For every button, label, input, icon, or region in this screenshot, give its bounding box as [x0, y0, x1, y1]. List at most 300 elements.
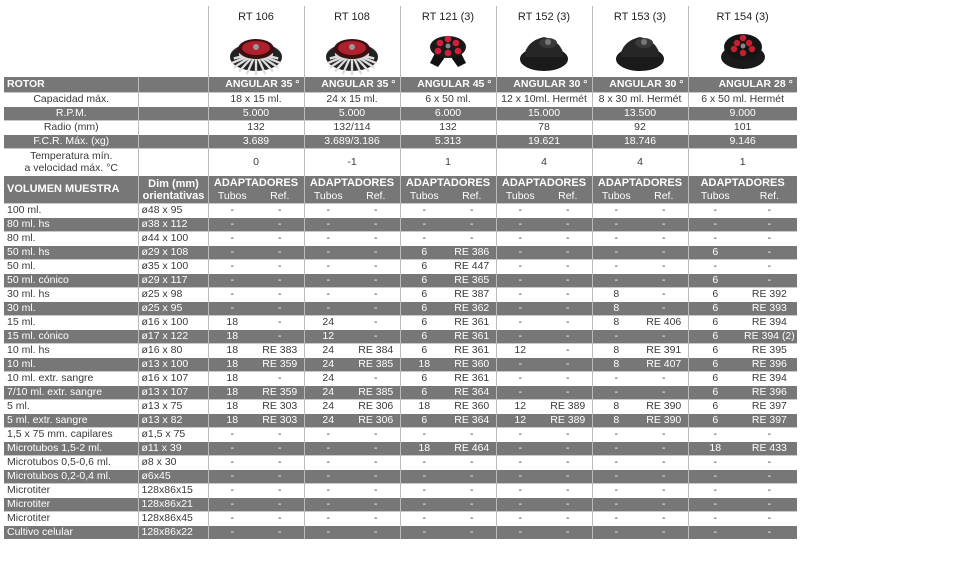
- tube-count: -: [208, 498, 256, 512]
- adapter-ref: RE 383: [256, 344, 304, 358]
- tube-count: -: [304, 526, 352, 540]
- adapter-ref: -: [352, 470, 400, 484]
- adapter-ref: RE 433: [742, 442, 797, 456]
- adapter-ref: RE 385: [352, 358, 400, 372]
- tube-count: 8: [592, 358, 640, 372]
- sample-dim: ø6x45: [138, 470, 208, 484]
- sample-dim: ø25 x 95: [138, 302, 208, 316]
- adapters-label: ADAPTADORES: [304, 176, 400, 191]
- spec-value: 132: [400, 121, 496, 135]
- adapter-ref: -: [256, 232, 304, 246]
- tube-count: -: [592, 274, 640, 288]
- tube-count: -: [304, 456, 352, 470]
- tube-count: -: [400, 498, 448, 512]
- table-row: [4, 246, 797, 260]
- tube-count: -: [592, 260, 640, 274]
- tube-count: -: [208, 526, 256, 540]
- adapter-ref: -: [352, 498, 400, 512]
- tube-count: -: [496, 470, 544, 484]
- adapter-ref: RE 359: [256, 386, 304, 400]
- spec-value: 6 x 50 ml. Hermét: [688, 93, 797, 107]
- tubes-label: Tubos: [592, 190, 640, 204]
- tube-count: 6: [688, 372, 742, 386]
- tube-count: 18: [400, 400, 448, 414]
- tube-count: 18: [688, 442, 742, 456]
- adapter-ref: -: [640, 232, 688, 246]
- adapter-ref: -: [640, 330, 688, 344]
- tube-count: -: [304, 218, 352, 232]
- sample-dim: 128x86x21: [138, 498, 208, 512]
- adapter-ref: -: [448, 218, 496, 232]
- tube-count: -: [496, 246, 544, 260]
- adapter-ref: -: [256, 428, 304, 442]
- adapter-ref: -: [640, 456, 688, 470]
- adapter-ref: -: [742, 260, 797, 274]
- adapter-ref: -: [640, 288, 688, 302]
- adapter-ref: -: [448, 470, 496, 484]
- model-cell: [208, 6, 304, 77]
- temp-label-line1: Temperatura mín.: [30, 150, 113, 162]
- rotor-comparison-table: [4, 6, 797, 539]
- adapter-ref: -: [640, 274, 688, 288]
- blank-cell: [138, 77, 208, 93]
- sample-label: 10 ml. hs: [4, 344, 138, 358]
- adapter-ref: -: [352, 512, 400, 526]
- sample-dim: ø25 x 98: [138, 288, 208, 302]
- adapter-ref: RE 397: [742, 414, 797, 428]
- tube-count: -: [688, 526, 742, 540]
- adapter-ref: -: [448, 428, 496, 442]
- adapter-ref: -: [544, 428, 592, 442]
- adapter-ref: -: [544, 484, 592, 498]
- sample-label: 30 ml. hs: [4, 288, 138, 302]
- adapter-ref: -: [640, 372, 688, 386]
- adapter-ref: -: [256, 470, 304, 484]
- tube-count: 6: [688, 274, 742, 288]
- model-name: RT 108: [334, 11, 370, 23]
- tube-count: 24: [304, 414, 352, 428]
- tube-count: 24: [304, 400, 352, 414]
- spec-value: 24 x 15 ml.: [304, 93, 400, 107]
- sample-dim: ø29 x 108: [138, 246, 208, 260]
- temp-value: 1: [400, 149, 496, 176]
- blank-cell: [138, 121, 208, 135]
- adapter-ref: RE 306: [352, 414, 400, 428]
- rotor-type: ANGULAR 30 °: [496, 77, 592, 93]
- table-row: [4, 484, 797, 498]
- model-cell: [400, 6, 496, 77]
- adapter-ref: -: [742, 512, 797, 526]
- tube-count: 6: [688, 358, 742, 372]
- adapter-ref: -: [640, 428, 688, 442]
- adapter-ref: RE 390: [640, 400, 688, 414]
- tube-count: -: [688, 218, 742, 232]
- tube-count: -: [496, 428, 544, 442]
- tube-count: -: [496, 456, 544, 470]
- tube-count: -: [208, 456, 256, 470]
- rotor-sealed-black-icon: [610, 27, 670, 75]
- adapter-ref: -: [544, 246, 592, 260]
- sample-dim: ø8 x 30: [138, 456, 208, 470]
- volume-sample-label: VOLUMEN MUESTRA: [4, 176, 138, 204]
- adapter-ref: -: [544, 316, 592, 330]
- tube-count: -: [592, 218, 640, 232]
- spec-value: 92: [592, 121, 688, 135]
- spec-value: 18.746: [592, 135, 688, 149]
- sample-label: 5 ml. extr. sangre: [4, 414, 138, 428]
- tube-count: -: [208, 512, 256, 526]
- adapter-ref: -: [256, 330, 304, 344]
- tube-count: 18: [208, 344, 256, 358]
- adapter-ref: -: [742, 274, 797, 288]
- spec-value: 9.146: [688, 135, 797, 149]
- adapter-ref: -: [544, 386, 592, 400]
- tube-count: -: [496, 232, 544, 246]
- adapter-ref: -: [742, 456, 797, 470]
- temp-row: [4, 149, 797, 176]
- tube-count: -: [208, 470, 256, 484]
- model-cell: [496, 6, 592, 77]
- tube-count: 6: [688, 246, 742, 260]
- tube-count: -: [688, 428, 742, 442]
- table-row: [4, 218, 797, 232]
- tube-count: 6: [400, 344, 448, 358]
- rotor-comparison-table-wrapper: [4, 6, 797, 539]
- rotor-type: ANGULAR 35 °: [208, 77, 304, 93]
- blank-cell: [138, 6, 208, 77]
- tube-count: 6: [400, 386, 448, 400]
- spec-row: [4, 93, 797, 107]
- tube-count: 8: [592, 316, 640, 330]
- tube-count: -: [688, 512, 742, 526]
- adapter-ref: RE 407: [640, 358, 688, 372]
- tube-count: -: [496, 358, 544, 372]
- table-row: [4, 372, 797, 386]
- adapter-ref: -: [544, 512, 592, 526]
- adapter-ref: RE 464: [448, 442, 496, 456]
- tube-count: -: [208, 246, 256, 260]
- rotor-type: ANGULAR 28 °: [688, 77, 797, 93]
- tube-count: -: [304, 302, 352, 316]
- tube-count: 24: [304, 386, 352, 400]
- adapter-ref: RE 386: [448, 246, 496, 260]
- adapter-ref: -: [742, 232, 797, 246]
- tube-count: -: [496, 498, 544, 512]
- tube-count: -: [592, 204, 640, 218]
- tube-count: 6: [400, 414, 448, 428]
- sample-label: 30 ml.: [4, 302, 138, 316]
- tube-count: -: [304, 260, 352, 274]
- ref-label: Ref.: [742, 190, 797, 204]
- tube-count: -: [592, 232, 640, 246]
- ref-label: Ref.: [448, 190, 496, 204]
- adapter-ref: -: [352, 232, 400, 246]
- sample-label: 10 ml. extr. sangre: [4, 372, 138, 386]
- adapter-ref: -: [742, 484, 797, 498]
- tube-count: -: [688, 456, 742, 470]
- model-cell: [688, 6, 797, 77]
- adapter-ref: RE 364: [448, 386, 496, 400]
- tube-count: 6: [400, 246, 448, 260]
- table-row: [4, 428, 797, 442]
- adapter-ref: -: [742, 526, 797, 540]
- tube-count: -: [496, 260, 544, 274]
- tube-count: -: [592, 372, 640, 386]
- spec-value: 12 x 10ml. Hermét: [496, 93, 592, 107]
- tube-count: -: [592, 498, 640, 512]
- adapter-ref: -: [640, 484, 688, 498]
- spec-value: 8 x 30 ml. Hermét: [592, 93, 688, 107]
- sample-label: Microtubos 0,2-0,4 ml.: [4, 470, 138, 484]
- adapters-label: ADAPTADORES: [208, 176, 304, 191]
- tubes-label: Tubos: [304, 190, 352, 204]
- adapter-ref: RE 406: [640, 316, 688, 330]
- adapter-ref: RE 447: [448, 260, 496, 274]
- adapter-ref: RE 361: [448, 372, 496, 386]
- ref-label: Ref.: [544, 190, 592, 204]
- adapter-ref: RE 365: [448, 274, 496, 288]
- rotor-spoked-red-icon: [322, 27, 382, 75]
- temp-value: 1: [688, 149, 797, 176]
- sample-label: 15 ml. cónico: [4, 330, 138, 344]
- adapters-label: ADAPTADORES: [688, 176, 797, 191]
- adapter-ref: -: [352, 316, 400, 330]
- model-name: RT 154 (3): [716, 11, 769, 23]
- tube-count: -: [304, 442, 352, 456]
- tube-count: 12: [496, 400, 544, 414]
- model-name: RT 152 (3): [517, 11, 571, 23]
- adapter-ref: RE 360: [448, 358, 496, 372]
- adapter-ref: RE 364: [448, 414, 496, 428]
- tube-count: 18: [208, 400, 256, 414]
- adapter-ref: RE 359: [256, 358, 304, 372]
- adapters-label: ADAPTADORES: [496, 176, 592, 191]
- adapter-ref: RE 362: [448, 302, 496, 316]
- adapter-ref: -: [448, 456, 496, 470]
- table-row: [4, 456, 797, 470]
- dim-header-line1: Dim (mm): [148, 177, 199, 190]
- spec-value: 18 x 15 ml.: [208, 93, 304, 107]
- tube-count: -: [304, 498, 352, 512]
- spec-label: Capacidad máx.: [4, 93, 138, 107]
- sample-label: 15 ml.: [4, 316, 138, 330]
- sample-label: 5 ml.: [4, 400, 138, 414]
- tube-count: 18: [208, 386, 256, 400]
- tube-count: -: [496, 386, 544, 400]
- tube-count: -: [592, 246, 640, 260]
- adapter-ref: RE 394 (2): [744, 330, 795, 342]
- tube-count: -: [304, 274, 352, 288]
- sample-dim: ø13 x 107: [138, 386, 208, 400]
- tube-count: -: [400, 218, 448, 232]
- adapter-ref: -: [448, 498, 496, 512]
- sample-dim: ø48 x 95: [138, 204, 208, 218]
- adapter-ref: RE 397: [742, 400, 797, 414]
- tube-count: 18: [208, 358, 256, 372]
- adapter-ref: -: [640, 512, 688, 526]
- adapters-label: ADAPTADORES: [592, 176, 688, 191]
- adapter-ref: -: [352, 288, 400, 302]
- rotor-type: ANGULAR 35 °: [304, 77, 400, 93]
- adapter-ref: RE 389: [544, 400, 592, 414]
- tube-count: 18: [208, 414, 256, 428]
- adapter-ref: -: [742, 246, 797, 260]
- tube-count: -: [208, 442, 256, 456]
- table-row: [4, 414, 797, 428]
- adapter-ref: RE 390: [640, 414, 688, 428]
- tube-count: 6: [400, 316, 448, 330]
- adapter-ref: RE 384: [352, 344, 400, 358]
- rotor-swing-red-icon: [418, 27, 478, 75]
- tube-count: 8: [592, 414, 640, 428]
- rotor-type: ANGULAR 45 °: [400, 77, 496, 93]
- sample-label: 80 ml.: [4, 232, 138, 246]
- spec-value: 101: [688, 121, 797, 135]
- adapter-ref: -: [742, 498, 797, 512]
- tube-count: 6: [400, 260, 448, 274]
- spec-row: [4, 135, 797, 149]
- dim-header: [138, 176, 208, 204]
- adapter-ref: -: [742, 470, 797, 484]
- adapter-ref: -: [448, 204, 496, 218]
- sample-label: 7/10 ml. extr. sangre: [4, 386, 138, 400]
- blank-cell: [138, 93, 208, 107]
- tube-count: -: [592, 470, 640, 484]
- adapter-ref: RE 387: [448, 288, 496, 302]
- tube-count: -: [496, 204, 544, 218]
- model-header-row: [4, 6, 797, 77]
- tube-count: -: [208, 204, 256, 218]
- adapter-ref: -: [640, 470, 688, 484]
- adapter-ref: -: [640, 204, 688, 218]
- tube-count: -: [592, 512, 640, 526]
- tube-count: -: [400, 484, 448, 498]
- table-row: [4, 358, 797, 372]
- blank-cell: [138, 135, 208, 149]
- adapter-ref: -: [256, 372, 304, 386]
- adapter-ref: -: [256, 316, 304, 330]
- adapter-ref: RE 361: [448, 316, 496, 330]
- spec-value: 6 x 50 ml.: [400, 93, 496, 107]
- table-row: [4, 400, 797, 414]
- adapter-ref: -: [448, 526, 496, 540]
- tube-count: -: [496, 442, 544, 456]
- tube-count: 24: [304, 358, 352, 372]
- sample-dim: ø38 x 112: [138, 218, 208, 232]
- tube-count: 6: [688, 330, 742, 344]
- tube-count: -: [496, 330, 544, 344]
- sample-label: 80 ml. hs: [4, 218, 138, 232]
- sample-label: 100 ml.: [4, 204, 138, 218]
- adapter-ref: RE 396: [742, 358, 797, 372]
- adapter-ref: RE 394: [742, 372, 797, 386]
- adapter-ref: -: [640, 246, 688, 260]
- adapter-ref: RE 306: [352, 400, 400, 414]
- spec-value: 132: [208, 121, 304, 135]
- adapter-ref: -: [742, 428, 797, 442]
- adapter-ref: -: [448, 512, 496, 526]
- table-row: [4, 386, 797, 400]
- adapter-ref: -: [352, 442, 400, 456]
- sample-label: Cultivo celular: [4, 526, 138, 540]
- adapter-ref: -: [352, 246, 400, 260]
- adapter-ref: -: [544, 498, 592, 512]
- adapter-ref: RE 361: [448, 330, 496, 344]
- adapter-ref: RE 391: [640, 344, 688, 358]
- model-name: RT 153 (3): [613, 11, 667, 23]
- tube-count: 8: [592, 344, 640, 358]
- tube-count: -: [208, 484, 256, 498]
- tube-count: -: [592, 456, 640, 470]
- table-row: [4, 470, 797, 484]
- tubes-label: Tubos: [688, 190, 742, 204]
- adapter-ref: -: [352, 372, 400, 386]
- tube-count: -: [496, 302, 544, 316]
- table-row: [4, 316, 797, 330]
- sample-dim: ø44 x 100: [138, 232, 208, 246]
- adapter-ref: RE 396: [742, 386, 797, 400]
- spec-value: 3.689/3.186: [304, 135, 400, 149]
- adapter-ref: -: [544, 470, 592, 484]
- adapter-ref: -: [640, 218, 688, 232]
- sample-label: Microtiter: [4, 512, 138, 526]
- rotor-sealed-red-icon: [713, 27, 773, 75]
- sample-dim: ø13 x 75: [138, 400, 208, 414]
- adapter-ref: -: [544, 274, 592, 288]
- tube-count: -: [208, 218, 256, 232]
- tube-count: 6: [688, 386, 742, 400]
- rotor-spoked-red-icon: [226, 27, 286, 75]
- tube-count: -: [208, 232, 256, 246]
- sample-label: 10 ml.: [4, 358, 138, 372]
- adapter-ref: -: [544, 204, 592, 218]
- table-row: [4, 330, 797, 344]
- adapter-ref: -: [352, 526, 400, 540]
- adapter-ref: -: [352, 274, 400, 288]
- temp-value: 4: [496, 149, 592, 176]
- sample-dim: ø16 x 107: [138, 372, 208, 386]
- tube-count: 18: [400, 358, 448, 372]
- adapter-ref: -: [640, 498, 688, 512]
- adapter-ref: -: [256, 302, 304, 316]
- table-row: [4, 288, 797, 302]
- rotor-type: ANGULAR 30 °: [592, 77, 688, 93]
- tube-count: -: [592, 428, 640, 442]
- model-name: RT 121 (3): [421, 11, 475, 23]
- sample-dim: 128x86x15: [138, 484, 208, 498]
- spec-value: 132/114: [304, 121, 400, 135]
- tube-count: -: [496, 274, 544, 288]
- adapter-ref: -: [256, 512, 304, 526]
- tube-count: 18: [400, 442, 448, 456]
- adapter-ref: -: [544, 344, 592, 358]
- spec-row: [4, 121, 797, 135]
- tube-count: 6: [688, 414, 742, 428]
- tube-count: -: [496, 316, 544, 330]
- adapter-ref: -: [256, 442, 304, 456]
- adapter-ref: -: [544, 288, 592, 302]
- adapter-ref: -: [640, 442, 688, 456]
- table-row: [4, 512, 797, 526]
- adapter-ref: -: [256, 246, 304, 260]
- rotor-sealed-black-icon: [514, 27, 574, 75]
- sample-label: Microtiter: [4, 498, 138, 512]
- blank-cell: [138, 149, 208, 176]
- table-row: [4, 498, 797, 512]
- sample-dim: ø35 x 100: [138, 260, 208, 274]
- tube-count: -: [496, 512, 544, 526]
- tube-count: 24: [304, 344, 352, 358]
